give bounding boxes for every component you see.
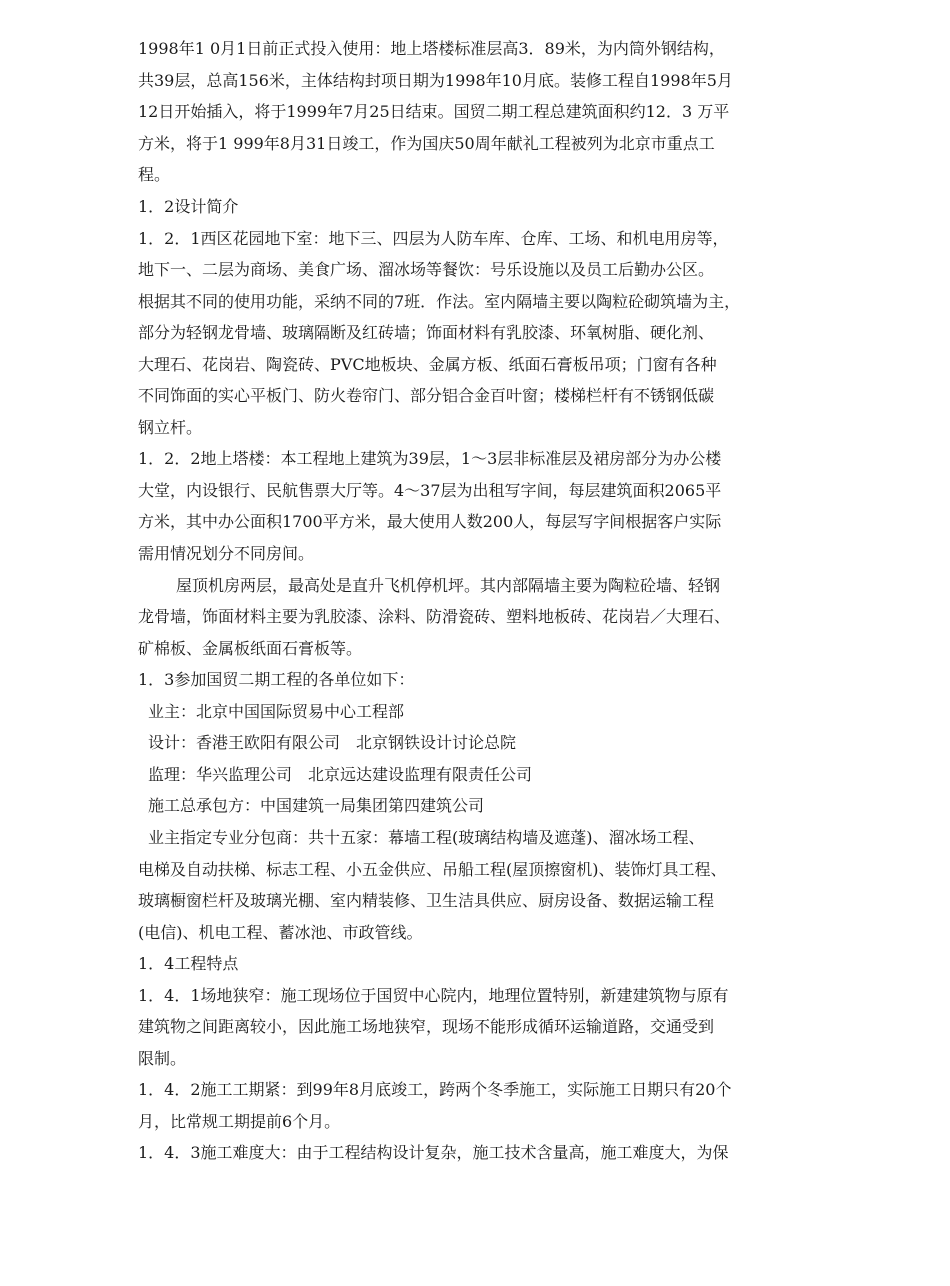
section-heading: 1．3参加国贸二期工程的各单位如下： xyxy=(138,670,415,689)
text-line: (电信)、机电工程、蓄冰池、市政管线。 xyxy=(138,923,423,942)
text-line: 玻璃橱窗栏杆及玻璃光棚、室内精装修、卫生洁具供应、厨房设备、数据运输工程 xyxy=(138,891,715,910)
section-heading: 1．2设计简介 xyxy=(138,197,239,216)
text-line: 大理石、花岗岩、陶瓷砖、PVC地板块、金属方板、纸面石膏板吊项；门窗有各种 xyxy=(138,355,717,374)
text-line: 1．4．1场地狭窄：施工现场位于国贸中心院内，地理位置特别，新建建筑物与原有 xyxy=(138,986,729,1005)
text-line: 龙骨墙，饰面材料主要为乳胶漆、涂料、防滑瓷砖、塑料地板砖、花岗岩／大理石、 xyxy=(138,607,731,626)
section-heading: 1．4工程特点 xyxy=(138,954,239,973)
text-line: 月，比常规工期提前6个月。 xyxy=(138,1112,341,1131)
text-line: 1998年1 0月1日前正式投入使用：地上塔楼标准层高3．89米，为内筒外钢结构， xyxy=(138,39,725,58)
text-line: 设计：香港王欧阳有限公司 北京钢铁设计讨论总院 xyxy=(148,733,517,752)
text-line: 矿棉板、金属板纸面石膏板等。 xyxy=(138,639,363,658)
text-line: 电梯及自动扶梯、标志工程、小五金供应、吊船工程(屋顶擦窗机)、装饰灯具工程、 xyxy=(138,860,727,879)
text-line: 业主指定专业分包商：共十五家：幕墙工程(玻璃结构墙及遮蓬)、溜冰场工程、 xyxy=(148,828,705,847)
text-line: 限制。 xyxy=(138,1049,187,1068)
text-line: 共39层，总高156米，主体结构封项日期为1998年10月底。装修工程自1998年5月 xyxy=(138,71,733,90)
text-line: 程。 xyxy=(138,165,171,184)
text-line: 根据其不同的使用功能，采纳不同的7班．作法。室内隔墙主要以陶粒砼砌筑墙为主， xyxy=(138,292,741,311)
text-line: 大堂，内设银行、民航售票大厅等。4～37层为出租写字间，每层建筑面积2065平 xyxy=(138,481,722,500)
text-line: 需用情况划分不同房间。 xyxy=(138,544,315,563)
text-line: 业主：北京中国国际贸易中心工程部 xyxy=(148,702,405,721)
text-line: 监理：华兴监理公司 北京远达建设监理有限责任公司 xyxy=(148,765,533,784)
text-line: 建筑物之间距离较小，因此施工场地狭窄，现场不能形成循环运输道路，交通受到 xyxy=(138,1017,715,1036)
text-line: 方米，其中办公面积1700平方米，最大使用人数200人，每层写字间根据客户实际 xyxy=(138,512,722,531)
text-line: 不同饰面的实心平板门、防火卷帘门、部分铝合金百叶窗；楼梯栏杆有不锈钢低碳 xyxy=(138,386,715,405)
text-line: 地下一、二层为商场、美食广场、溜冰场等餐饮：号乐设施以及员工后勤办公区。 xyxy=(138,260,715,279)
text-line: 1．2．2地上塔楼：本工程地上建筑为39层，1～3层非标准层及裙房部分为办公楼 xyxy=(138,449,722,468)
text-line: 12日开始插入，将于1999年7月25日结束。国贸二期工程总建筑面积约12．3 万平 xyxy=(138,102,730,121)
text-line: 钢立杆。 xyxy=(138,418,203,437)
text-line: 1．4．2施工工期紧：到99年8月底竣工，跨两个冬季施工，实际施工日期只有20个 xyxy=(138,1080,732,1099)
text-line: 1．4．3施工难度大：由于工程结构设计复杂，施工技术含量高，施工难度大，为保 xyxy=(138,1143,729,1162)
text-line: 部分为轻钢龙骨墙、玻璃隔断及红砖墙；饰面材料有乳胶漆、环氧树脂、硬化剂、 xyxy=(138,323,715,342)
text-line: 屋顶机房两层，最高处是直升飞机停机坪。其内部隔墙主要为陶粒砼墙、轻钢 xyxy=(176,576,721,595)
text-line: 方米，将于1 999年8月31日竣工，作为国庆50周年献礼工程被列为北京市重点工 xyxy=(138,134,715,153)
text-line: 施工总承包方：中国建筑一局集团第四建筑公司 xyxy=(148,796,485,815)
text-line: 1．2．1西区花园地下室：地下三、四层为人防车库、仓库、工场、和机电用房等， xyxy=(138,229,729,248)
